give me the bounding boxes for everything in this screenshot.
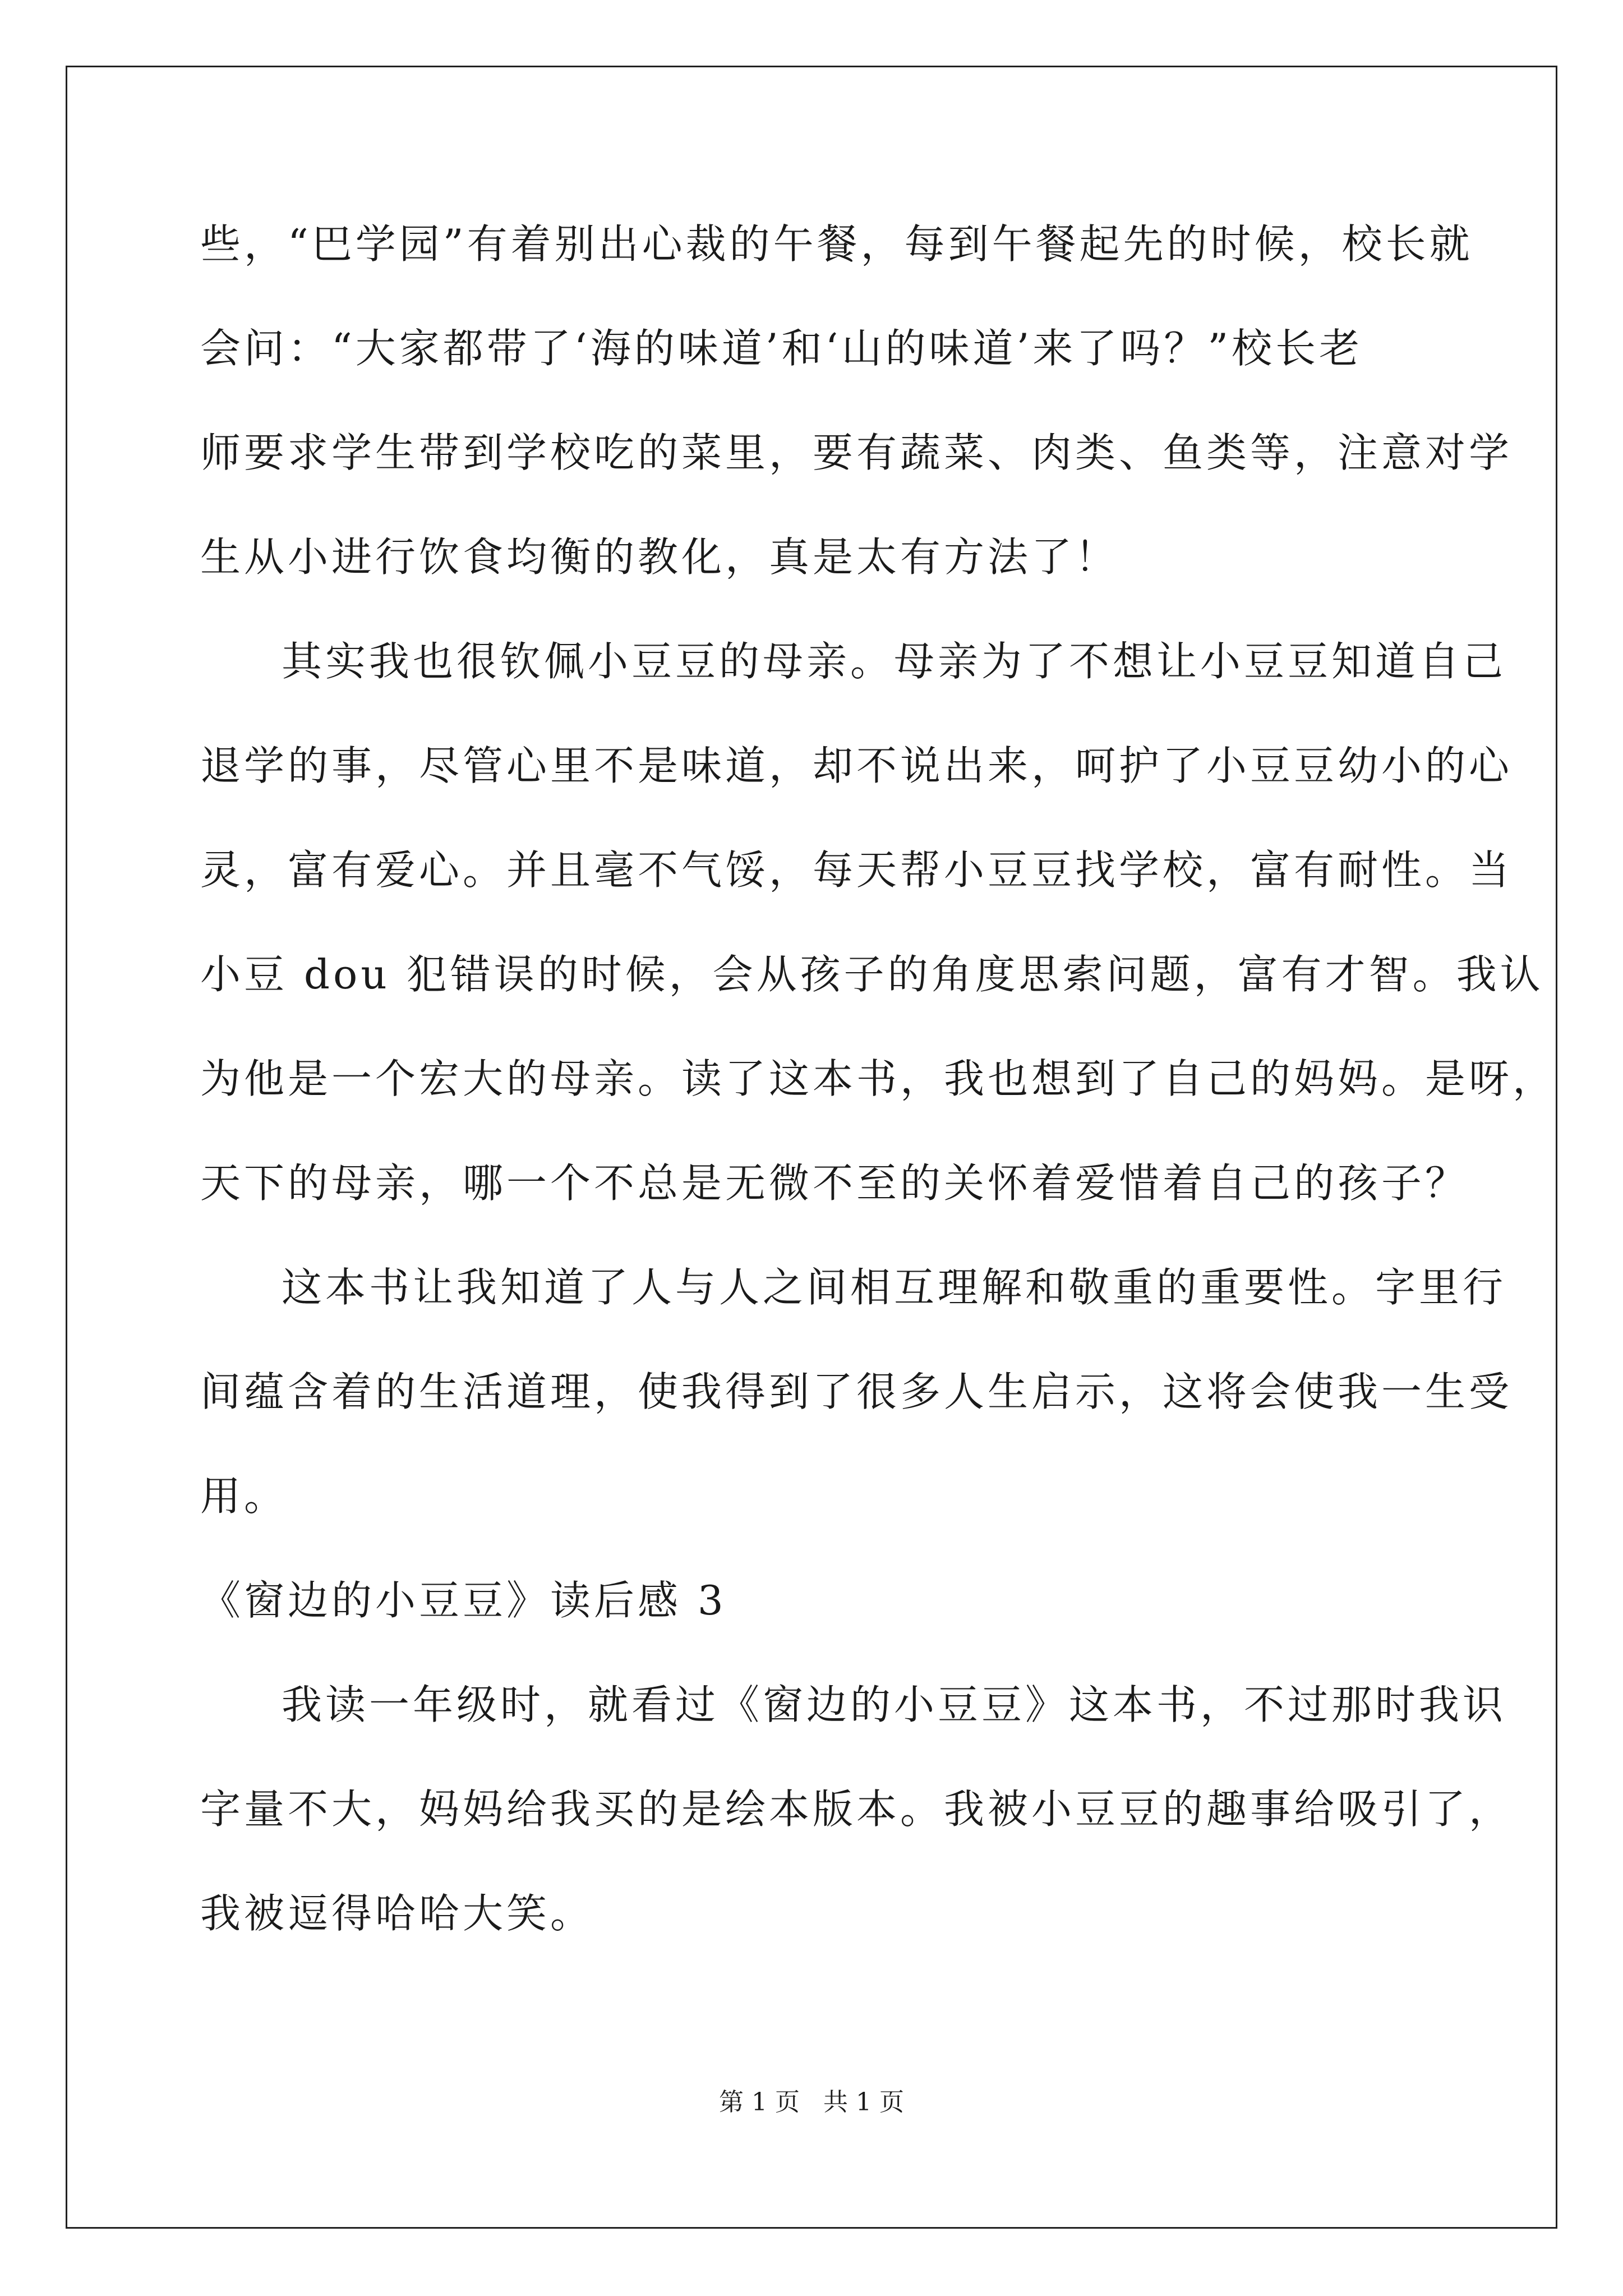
text-line: 间蕴含着的生活道理，使我得到了很多人生启示，这将会使我一生受 [200, 1368, 1513, 1415]
text-line: 师要求学生带到学校吃的菜里，要有蔬菜、肉类、鱼类等，注意对学 [200, 429, 1513, 476]
text-line: 用。 [200, 1473, 288, 1520]
text-line: 生从小进行饮食均衡的教化，真是太有方法了！ [200, 533, 1119, 581]
paragraph-first-line: 我读一年级时，就看过《窗边的小豆豆》这本书，不过那时我识 [282, 1681, 1507, 1728]
text-line: 灵，富有爱心。并且毫不气馁，每天帮小豆豆找学校，富有耐性。当 [200, 846, 1513, 894]
text-line: 字量不大，妈妈给我买的是绘本版本。我被小豆豆的趣事给吸引了， [200, 1786, 1513, 1833]
text-line: 为他是一个宏大的母亲。读了这本书，我也想到了自己的妈妈。是呀， [200, 1055, 1557, 1102]
paragraph-first-line: 这本书让我知道了人与人之间相互理解和敬重的重要性。字里行 [282, 1264, 1507, 1311]
text-line: 会问：“大家都带了‘海的味道’和‘山的味道’来了吗？”校长老 [200, 325, 1363, 372]
page-number-footer: 第 1 页 共 1 页 [719, 2088, 904, 2116]
paragraph-first-line: 其实我也很钦佩小豆豆的母亲。母亲为了不想让小豆豆知道自己 [282, 638, 1507, 685]
text-line: 些，“巴学园”有着别出心裁的午餐，每到午餐起先的时候，校长就 [200, 220, 1473, 268]
text-line: 天下的母亲，哪一个不总是无微不至的关怀着爱惜着自己的孩子？ [200, 1159, 1469, 1207]
text-line: 我被逗得哈哈大笑。 [200, 1890, 594, 1937]
text-line: 小豆 dou 犯错误的时候，会从孩子的角度思索问题，富有才智。我认 [200, 951, 1544, 998]
text-line: 退学的事，尽管心里不是味道，却不说出来，呵护了小豆豆幼小的心 [200, 742, 1513, 789]
section-heading: 《窗边的小豆豆》读后感 3 [200, 1577, 727, 1624]
